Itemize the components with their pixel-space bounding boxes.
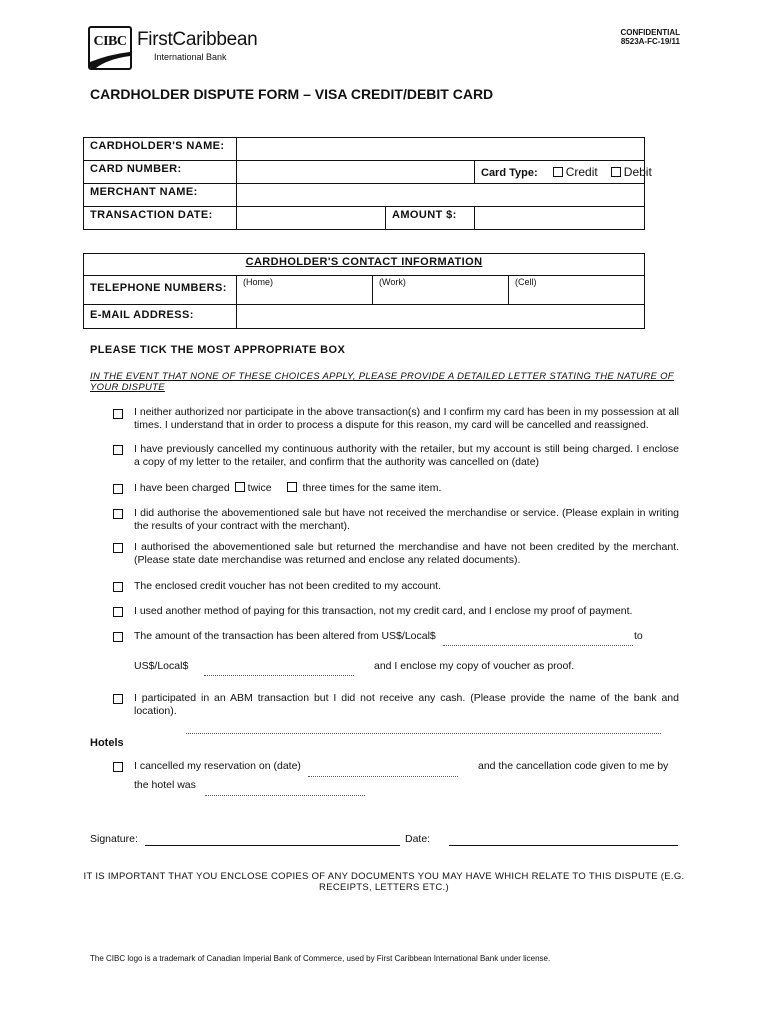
transaction-date-label: TRANSACTION DATE: (84, 207, 237, 230)
voucher-proof-label: and I enclose my copy of voucher as proof. (374, 660, 575, 672)
option-cancelled-authority-checkbox[interactable] (113, 445, 123, 455)
twice-checkbox[interactable] (235, 482, 245, 492)
option-charged-multiple-checkbox[interactable] (113, 484, 123, 494)
option-unauthorized-text: I neither authorized nor participate in the above transaction(s) and I confirm my card has been in my possession at all times. I understand that in order to process a dispute for this reason, my card will be cancelled and reassigned. (134, 406, 679, 431)
amount-label: AMOUNT $: (386, 207, 475, 230)
abm-bank-location-field[interactable] (186, 733, 661, 734)
form-code: 8523A-FC-19/11 (620, 37, 680, 46)
three-times-label: three times for the same item. (302, 482, 442, 494)
card-type-cell (475, 161, 652, 184)
cardholder-details-table (83, 137, 652, 230)
email-label: E-MAIL ADDRESS: (84, 305, 237, 329)
contact-info-heading: CARDHOLDER'S CONTACT INFORMATION (84, 254, 645, 276)
cibc-logo (88, 26, 132, 70)
brand-subtitle: International Bank (154, 52, 227, 62)
signature-label: Signature: (90, 833, 138, 845)
work-label: (Work) (379, 277, 406, 287)
option-other-payment-checkbox[interactable] (113, 607, 123, 617)
credit-checkbox[interactable] (553, 167, 563, 177)
confidential-block (612, 28, 680, 46)
dispute-note: IN THE EVENT THAT NONE OF THESE CHOICES APPLY, PLEASE PROVIDE A DETAILED LETTER STATING THE NATURE OF YOUR DISPUTE (90, 371, 674, 393)
altered-from-field[interactable] (443, 645, 633, 646)
home-label: (Home) (243, 277, 274, 287)
altered-to-currency-label: US$/Local$ (134, 660, 189, 672)
debit-checkbox[interactable] (611, 167, 621, 177)
charged-label: I have been charged (134, 482, 230, 494)
option-amount-altered-checkbox[interactable] (113, 632, 123, 642)
option-other-payment-text: I used another method of paying for this transaction, not my credit card, and I enclose my proof of payment. (134, 605, 633, 617)
option-abm-checkbox[interactable] (113, 694, 123, 704)
option-returned-checkbox[interactable] (113, 543, 123, 553)
option-voucher-text: The enclosed credit voucher has not been credited to my account. (134, 580, 442, 592)
email-field[interactable] (237, 305, 645, 329)
credit-label: Credit (565, 165, 598, 179)
trademark-footer: The CIBC logo is a trademark of Canadian Imperial Bank of Commerce, used by First Caribbean International Bank under license. (90, 954, 551, 963)
telephone-label: TELEPHONE NUMBERS: (84, 276, 237, 305)
hotel-cancel-code-field[interactable] (205, 795, 365, 796)
brand-name: FirstCaribbean (137, 29, 258, 50)
logo-text: CIBC (93, 34, 127, 49)
signature-field[interactable] (145, 845, 400, 846)
option-abm-text: I participated in an ABM transaction but I did not receive any cash. (Please provide the name of the bank and location). (134, 692, 679, 717)
hotels-heading: Hotels (90, 737, 124, 749)
page-title: CARDHOLDER DISPUTE FORM – VISA CREDIT/DEBIT CARD (90, 86, 494, 102)
confidential-label: CONFIDENTIAL (620, 28, 680, 37)
merchant-name-label: MERCHANT NAME: (84, 184, 237, 207)
work-phone-field[interactable] (373, 276, 509, 305)
cardholder-name-label: CARDHOLDER'S NAME: (84, 138, 237, 161)
cell-label: (Cell) (515, 277, 537, 287)
altered-to-field[interactable] (204, 675, 354, 676)
option-unauthorized-checkbox[interactable] (113, 409, 123, 419)
transaction-date-field[interactable] (237, 207, 386, 230)
logo-swoosh-icon (90, 52, 130, 68)
option-voucher-checkbox[interactable] (113, 582, 123, 592)
hotel-cancel-date-field[interactable] (308, 776, 458, 777)
option-charged-multiple-row (134, 482, 441, 495)
option-amount-altered-text: The amount of the transaction has been altered from US$/Local$ (134, 630, 436, 642)
date-field[interactable] (449, 845, 678, 846)
contact-info-table (83, 253, 645, 329)
cardholder-name-field[interactable] (237, 138, 645, 161)
cell-phone-field[interactable] (509, 276, 645, 305)
option-cancelled-authority-text: I have previously cancelled my continuous authority with the retailer, but my account is still being charged. I enclose a copy of my letter to the retailer, and confirm that the authority was cancelled on (date) (134, 443, 679, 468)
debit-label: Debit (623, 165, 652, 179)
important-notice: IT IS IMPORTANT THAT YOU ENCLOSE COPIES OF ANY DOCUMENTS YOU MAY HAVE WHICH RELATE TO THIS DISPUTE (E.G. RECEIPTS, LETTERS ETC.) (83, 871, 685, 893)
option-returned-text: I authorised the abovementioned sale but returned the merchandise and have not been credited by the merchant. (Please state date merchandise was returned and enclose any related documents). (134, 541, 679, 566)
option-hotel-cancelled-checkbox[interactable] (113, 762, 123, 772)
option-not-received-text: I did authorise the abovementioned sale but have not received the merchandise or service. (Please explain in writing the results of your contract with the merchant). (134, 507, 679, 532)
card-number-label: CARD NUMBER: (84, 161, 237, 184)
amount-field[interactable] (475, 207, 645, 230)
hotel-cancelled-text: I cancelled my reservation on (date) (134, 760, 301, 772)
home-phone-field[interactable] (237, 276, 373, 305)
hotel-cancel-code-text: and the cancellation code given to me by (478, 760, 669, 772)
hotel-was-text: the hotel was (134, 779, 196, 791)
altered-to-label: to (634, 630, 643, 642)
tick-heading: PLEASE TICK THE MOST APPROPRIATE BOX (90, 344, 346, 356)
twice-label: twice (247, 482, 272, 494)
card-type-label: Card Type: (481, 167, 538, 179)
card-number-field[interactable] (237, 161, 475, 184)
option-not-received-checkbox[interactable] (113, 509, 123, 519)
three-times-checkbox[interactable] (287, 482, 297, 492)
merchant-name-field[interactable] (237, 184, 645, 207)
date-label: Date: (405, 833, 431, 845)
